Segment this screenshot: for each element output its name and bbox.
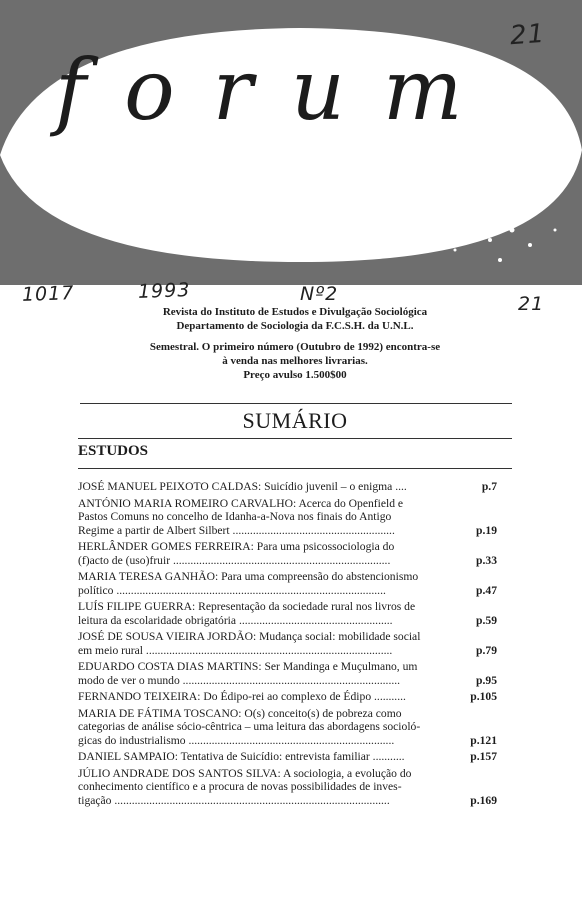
entry-text-line: EDUARDO COSTA DIAS MARTINS: Ser Mandinga e Muçulmano, um: [78, 660, 418, 673]
availability-line-1: Semestral. O primeiro número (Outubro de 1992) encontra-se: [149, 341, 441, 353]
availability-info: [80, 340, 510, 382]
entry-text-line: JOSÉ MANUEL PEIXOTO CALDAS: Suicídio juvenil – o enigma ....: [78, 480, 407, 493]
entry-page-number: p.95: [476, 673, 497, 687]
entry-text-line: em meio rural .....................................................................................: [78, 643, 393, 657]
divider-bottom: [78, 468, 512, 469]
contents-entry: [78, 750, 497, 764]
publisher-line-2: Departamento de Sociologia da F.C.S.H. da U.N.L.: [176, 320, 414, 332]
handwritten-year: 1993: [137, 279, 191, 303]
contents-entry: [78, 570, 497, 597]
entry-page-number: p.33: [476, 553, 497, 567]
contents-entry: [78, 660, 497, 687]
entry-page-number: p.19: [476, 523, 497, 537]
entry-text-line: JOSÉ DE SOUSA VIEIRA JORDÃO: Mudança social: mobilidade social: [78, 630, 421, 643]
entry-text-line: leitura da escolaridade obrigatória .....................................................: [78, 613, 393, 627]
contents-entry: [78, 600, 497, 627]
entry-text-line: Regime a partir de Albert Silbert ........................................................: [78, 523, 395, 537]
entry-text-line: categorias de análise sócio-cêntrica – uma leitura das abordagens socioló-: [78, 720, 421, 733]
handwritten-corner-number: 21: [508, 18, 547, 52]
entry-page-number: p.59: [476, 613, 497, 627]
entry-text-line: FERNANDO TEIXEIRA: Do Édipo-rei ao complexo de Édipo ...........: [78, 690, 406, 703]
contents-entry: [78, 630, 497, 657]
entry-text-line: conhecimento científico e a procura de novas possibilidades de inves-: [78, 780, 402, 793]
cover-header: [0, 0, 582, 285]
entry-page-number: p.79: [476, 643, 497, 657]
section-heading-estudos: ESTUDOS: [78, 443, 149, 459]
entry-text-line: JÚLIO ANDRADE DOS SANTOS SILVA: A sociologia, a evolução do: [78, 766, 412, 780]
handwritten-issue: Nº2: [300, 283, 339, 305]
handwritten-copy: 21: [518, 293, 545, 315]
logo-word: forum: [55, 41, 501, 139]
entry-text-line: ANTÓNIO MARIA ROMEIRO CARVALHO: Acerca do Openfield e: [78, 496, 404, 510]
publisher-info: [80, 305, 510, 333]
handwritten-catalog-number: 1017: [21, 282, 75, 306]
entry-page-number: p.105: [470, 690, 497, 703]
logo-subword: SOCIOLÓGICO: [42, 162, 461, 197]
entry-text-line: gicas do industrialismo .......................................................................: [78, 733, 395, 747]
divider-middle: [78, 438, 512, 439]
entry-page-number: p.121: [470, 733, 497, 747]
entry-text-line: modo de ver o mundo ...........................................................................: [78, 673, 401, 687]
price-line: Preço avulso 1.500$00: [243, 369, 347, 381]
entry-text-line: tigação ...............................................................................................: [78, 793, 390, 807]
contents-entry: [78, 690, 497, 704]
entry-page-number: p.7: [481, 480, 497, 493]
entry-text-line: MARIA DE FÁTIMA TOSCANO: O(s) conceito(s) de pobreza como: [78, 706, 402, 720]
entry-text-line: MARIA TERESA GANHÃO: Para uma compreensão do abstencionismo: [78, 570, 419, 583]
availability-line-2: à venda nas melhores livrarias.: [222, 355, 368, 367]
entry-text-line: político .............................................................................................: [78, 583, 386, 597]
publisher-line-1: Revista do Instituto de Estudos e Divulgação Sociológica: [162, 306, 428, 318]
entry-text-line: LUÍS FILIPE GUERRA: Representação da sociedade rural nos livros de: [78, 600, 416, 613]
entry-text-line: DANIEL SAMPAIO: Tentativa de Suicídio: entrevista familiar ...........: [78, 750, 405, 763]
entry-text-line: (f)acto de (uso)fruir ...........................................................................: [78, 553, 391, 567]
sumario-heading: SUMÁRIO: [242, 408, 348, 433]
contents-entry: [78, 540, 497, 567]
contents-list: [78, 480, 497, 810]
divider-top: [80, 403, 512, 404]
entry-page-number: p.169: [470, 793, 497, 807]
entry-text-line: HERLÂNDER GOMES FERREIRA: Para uma psicossociologia do: [78, 540, 395, 553]
contents-entry: [78, 480, 497, 494]
contents-entry: [78, 766, 497, 808]
entry-text-line: Pastos Comuns no concelho de Idanha-a-Nova nos finais do Antigo: [78, 510, 392, 523]
entry-page-number: p.157: [470, 750, 497, 763]
entry-page-number: p.47: [476, 583, 497, 597]
contents-entry: [78, 496, 497, 538]
contents-entry: [78, 706, 497, 748]
